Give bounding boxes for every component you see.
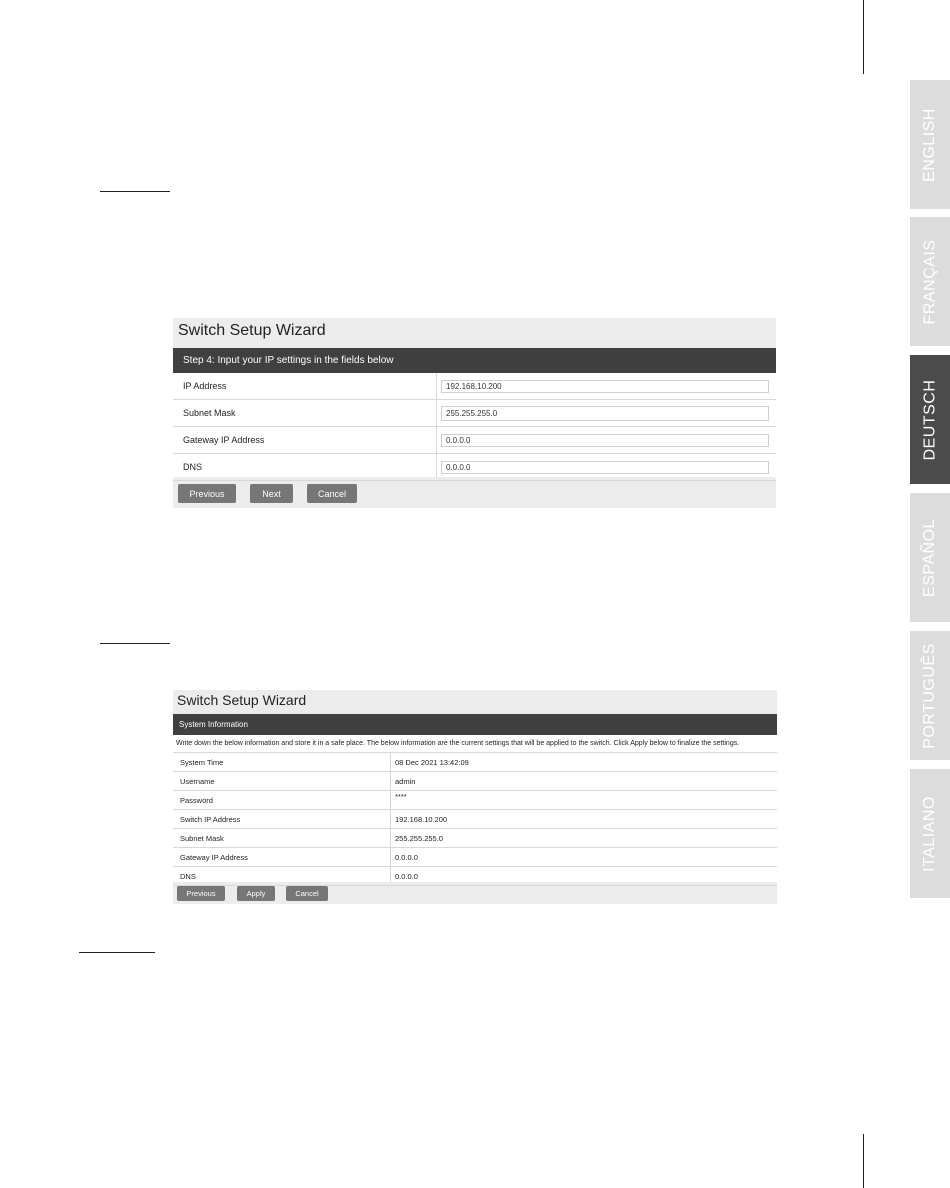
cancel-button[interactable]: Cancel [307, 484, 357, 503]
tab-label: ESPAÑOL [921, 518, 938, 597]
crop-mark-bottom [863, 1134, 864, 1188]
dns-value: 0.0.0.0 [446, 462, 471, 472]
subnet-mask-label: Subnet Mask [183, 408, 236, 418]
tab-label: PORTUGUÊS [921, 642, 938, 749]
crop-mark-top [863, 0, 864, 74]
gateway-label: Gateway IP Address [180, 852, 248, 862]
table-row [173, 829, 777, 848]
section-header-text: System Information [179, 720, 248, 729]
subnet-mask-value: 255.255.255.0 [446, 408, 498, 418]
system-time-value: 08 Dec 2021 13:42:09 [395, 757, 469, 767]
subnet-mask-value: 255.255.255.0 [395, 833, 443, 843]
subnet-mask-label: Subnet Mask [180, 833, 224, 843]
tab-english[interactable] [910, 80, 950, 209]
tab-portugues[interactable] [910, 631, 950, 760]
table-row [173, 848, 777, 867]
dns-label: DNS [183, 462, 203, 472]
table-row [173, 753, 777, 772]
table-row [173, 454, 776, 481]
tab-espanol[interactable] [910, 493, 950, 622]
system-info-table [173, 753, 777, 882]
gateway-value: 0.0.0.0 [395, 852, 418, 862]
wizard-title: Switch Setup Wizard [178, 322, 326, 339]
username-value: admin [395, 776, 416, 786]
system-time-label: System Time [180, 757, 224, 767]
ip-settings-wizard [173, 318, 776, 508]
gateway-label: Gateway IP Address [183, 435, 265, 445]
table-row [173, 810, 777, 829]
password-label: Password [180, 795, 213, 805]
step-underline [79, 952, 155, 953]
table-row [173, 867, 777, 886]
table-row [173, 427, 776, 454]
dns-value: 0.0.0.0 [395, 871, 418, 881]
step-underline [100, 643, 170, 644]
table-row [173, 791, 777, 810]
tab-deutsch[interactable] [910, 355, 950, 484]
gateway-value: 0.0.0.0 [446, 435, 471, 445]
tab-label: DEUTSCH [921, 379, 938, 460]
table-row [173, 373, 776, 400]
dns-field[interactable] [441, 461, 769, 474]
subnet-mask-field[interactable] [441, 406, 769, 421]
username-label: Username [180, 776, 215, 786]
step-underline [100, 191, 170, 192]
password-value: **** [395, 792, 407, 801]
previous-button[interactable]: Previous [177, 886, 225, 901]
table-row [173, 400, 776, 427]
system-info-wizard [173, 690, 777, 904]
info-note: Write down the below information and store it in a safe place. The below information are the current settings that will be applied to the switch. Click Apply below to finalize the settings. [173, 735, 777, 753]
next-button[interactable]: Next [250, 484, 293, 503]
tab-label: FRANÇAIS [921, 239, 938, 324]
tab-label: ITALIANO [921, 795, 938, 872]
section-header-bar [173, 714, 777, 735]
switch-ip-value: 192.168.10.200 [395, 814, 448, 824]
ip-address-value: 192.168.10.200 [446, 381, 502, 391]
step-header-text: Step 4: Input your IP settings in the fields below [183, 355, 394, 366]
ip-settings-table [173, 373, 776, 477]
ip-address-label: IP Address [183, 381, 227, 391]
dns-label: DNS [180, 871, 196, 881]
tab-francais[interactable] [910, 217, 950, 346]
table-row [173, 772, 777, 791]
gateway-field[interactable] [441, 434, 769, 447]
apply-button[interactable]: Apply [237, 886, 275, 901]
cancel-button[interactable]: Cancel [286, 886, 328, 901]
tab-italiano[interactable] [910, 769, 950, 898]
step-header-bar [173, 348, 776, 373]
ip-address-field[interactable] [441, 380, 769, 393]
tab-label: ENGLISH [921, 107, 938, 182]
wizard-title: Switch Setup Wizard [177, 692, 307, 708]
previous-button[interactable]: Previous [178, 484, 236, 503]
switch-ip-label: Switch IP Address [180, 814, 241, 824]
